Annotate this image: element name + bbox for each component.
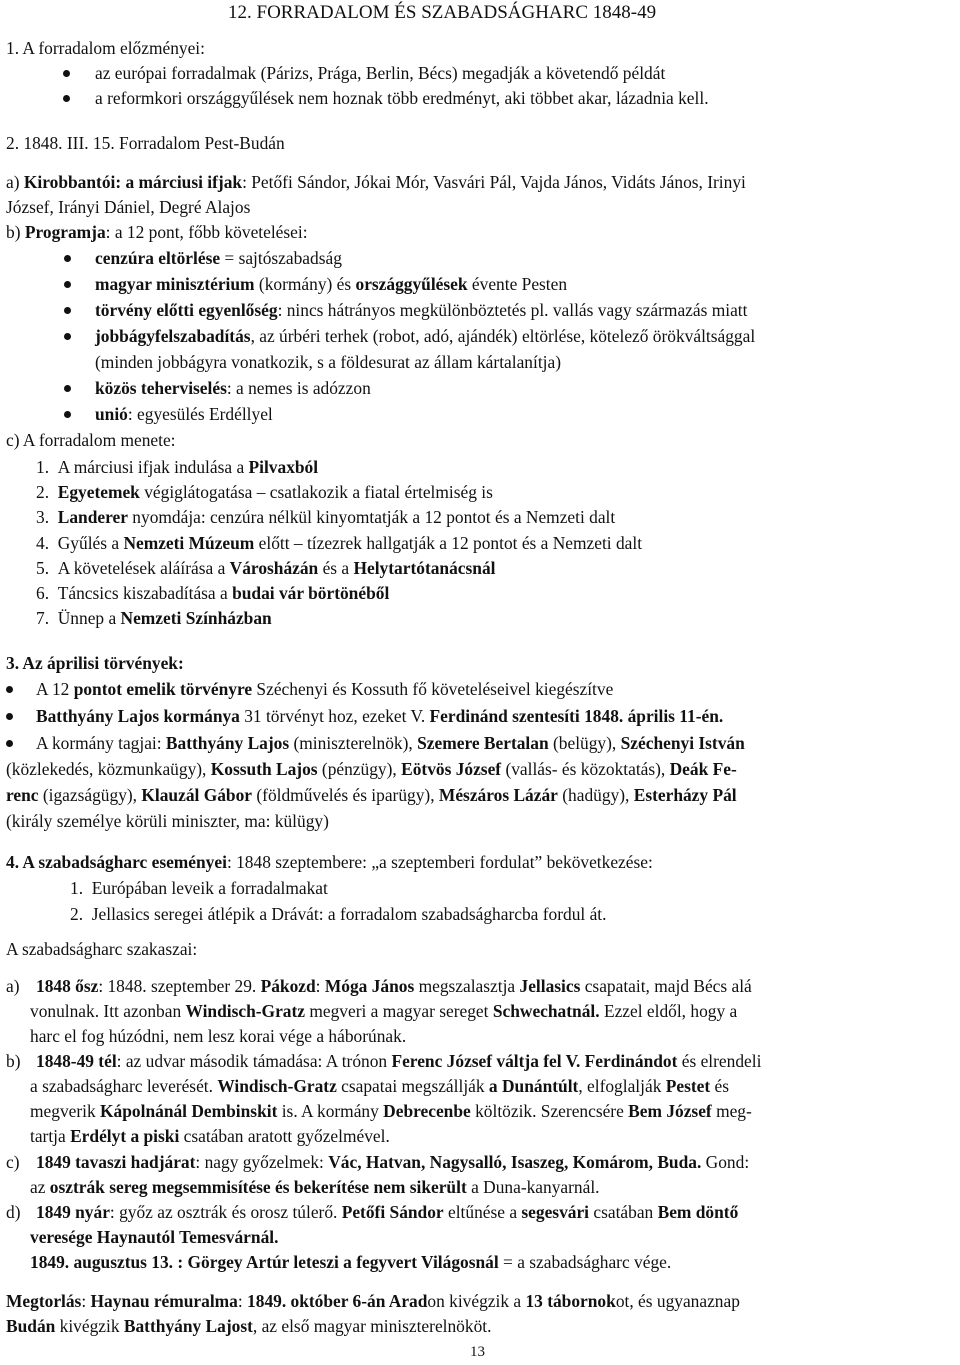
list-item-line (6, 757, 954, 782)
text: : 1848. szeptember 29. (98, 976, 261, 996)
paragraph-line (36, 1150, 954, 1175)
bold-text: 1849. október 6-án Arad (247, 1291, 428, 1311)
text: is. A kormány (277, 1101, 384, 1121)
bold-text: 13 tábornok (525, 1291, 616, 1311)
section-1-heading: 1. A forradalom előzményei: (6, 38, 205, 58)
bold-text: Schwechatnál. (492, 1001, 600, 1021)
bold-text: Megtorlás (6, 1291, 82, 1311)
text: A kormány tagjai: (36, 733, 166, 753)
ordered-list-item (70, 876, 954, 901)
text: , elfoglalják (578, 1076, 666, 1096)
text: megszalasztja (414, 976, 520, 996)
list-item (95, 272, 954, 297)
text: Ünnep a (57, 608, 121, 628)
text: Ezzel eldől, hogy a (599, 1001, 738, 1021)
item-number: 3. (36, 507, 50, 527)
bold-text: Landerer (57, 507, 128, 527)
list-item (95, 402, 954, 427)
text: : a nemes is adózzon (226, 378, 371, 398)
ordered-list-item (70, 902, 954, 927)
text: , az első magyar miniszterelnököt. (252, 1316, 492, 1336)
list-item (95, 324, 954, 349)
bullet-icon (64, 281, 71, 288)
bold-text: Vác, Hatvan, Nagysalló, Isaszeg, Komárom, Buda. (328, 1152, 702, 1172)
bullet-icon (64, 333, 71, 340)
text: csatában aratott győzelmével. (179, 1126, 390, 1146)
text: költözik. Szerencsére (470, 1101, 629, 1121)
bold-text: Városházán (229, 558, 319, 578)
bold-text: Szemere Bertalan (417, 733, 549, 753)
text: (vallás- és közoktatás), (501, 759, 670, 779)
paragraph-line (30, 1074, 954, 1099)
bold-text: Bem József (628, 1101, 712, 1121)
bold-text: 1848 ősz (36, 976, 99, 996)
item-label: b) (6, 1051, 21, 1071)
bold-text: Pestet (665, 1076, 711, 1096)
text: az (30, 1177, 50, 1197)
bold-text: Egyetemek (57, 482, 140, 502)
bold-text: Haynau rémuralma (90, 1291, 238, 1311)
bold-text: Windisch-Gratz (185, 1001, 305, 1021)
page-number: 13 (470, 1344, 485, 1360)
text: eltűnése a (443, 1202, 522, 1222)
text: : a 12 pont, főbb követelései: (105, 222, 308, 242)
text: A követelések aláírása a (57, 558, 230, 578)
bullet-icon (6, 686, 13, 693)
bold-text: Pákozd (260, 976, 316, 996)
bold-text: Ferenc József váltja fel V. Ferdinándot (391, 1051, 678, 1071)
paragraph-line (36, 1200, 954, 1225)
bold-text: Pilvaxból (248, 457, 319, 477)
item-label: a) (6, 172, 24, 192)
item-label: d) (6, 1202, 21, 1222)
bold-text: Ferdinánd szentesíti 1848. április 11-én. (429, 706, 724, 726)
list-item (95, 298, 954, 323)
ordered-list-item (36, 606, 954, 631)
list-item: az európai forradalmak (Párizs, Prága, Berlin, Bécs) megadják a követendő példát (95, 63, 666, 83)
item-number: 6. (36, 583, 50, 603)
bold-text: a Dunántúlt (488, 1076, 579, 1096)
bold-text: Nemzeti Múzeum (123, 533, 255, 553)
text: előtt – tízezrek hallgatják a 12 pontot és a Nemzeti dalt (254, 533, 643, 553)
text: : nagy győzelmek: (195, 1152, 329, 1172)
text: vonulnak. Itt azonban (30, 1001, 186, 1021)
bullet-icon (64, 255, 71, 262)
text: on kivégzik a (427, 1291, 526, 1311)
bold-text: 4. A szabadságharc eseményei (6, 852, 227, 872)
bullet-icon (6, 740, 13, 747)
paragraph-line (36, 1049, 954, 1074)
list-item-line2: (minden jobbágyra vonatkozik, s a földesurat az állam kártalanítja) (95, 352, 561, 372)
list-item (36, 704, 954, 729)
bold-text: pontot emelik törvényre (73, 679, 253, 699)
text: Gond: (701, 1152, 750, 1172)
text: a szabadságharc leverését. (30, 1076, 218, 1096)
paragraph-line: harc el fog húzódni, nem lesz korai vége a háborúnak. (30, 1026, 407, 1046)
item-number: 2. (70, 904, 84, 924)
ordered-list-item (36, 480, 954, 505)
text: (kormány) és (254, 274, 356, 294)
text: ot, és ugyanaznap (615, 1291, 740, 1311)
bold-text: unió (95, 404, 128, 424)
item-number: 4. (36, 533, 50, 553)
paragraph-a-line2: József, Irányi Dániel, Degré Alajos (6, 197, 251, 217)
list-item (36, 677, 954, 702)
item-label: c) (6, 430, 23, 450)
paragraph-line (30, 1099, 954, 1124)
list-item (95, 376, 954, 401)
bold-text: 1849 nyár (36, 1202, 110, 1222)
text: = sajtószabadság (220, 248, 342, 268)
text: és elrendeli (677, 1051, 762, 1071)
text: csapatait, majd Bécs alá (580, 976, 752, 996)
ordered-list-item (36, 505, 954, 530)
item-label: c) (6, 1152, 20, 1172)
bold-text: Budán (6, 1316, 56, 1336)
bold-text: törvény előtti egyenlőség (95, 300, 278, 320)
item-number: 2. (36, 482, 50, 502)
paragraph-line (30, 1225, 954, 1250)
text: 31 törvényt hoz, ezeket V. (239, 706, 430, 726)
bold-text: közös teherviselés (95, 378, 227, 398)
text: A márciusi ifjak indulása a (57, 457, 249, 477)
bold-text: Kirobbantói: a márciusi ifjak (23, 172, 243, 192)
text: A 12 (36, 679, 74, 699)
text: a Duna-kanyarnál. (466, 1177, 600, 1197)
bold-text: segesvári (521, 1202, 590, 1222)
text: : (170, 430, 176, 450)
ordered-list-item (36, 531, 954, 556)
bold-text: Batthyány Lajos (165, 733, 290, 753)
bold-text: Bem döntő (657, 1202, 739, 1222)
text: A forradalom menete (22, 430, 171, 450)
text: Gyűlés a (57, 533, 124, 553)
section-4-heading (6, 850, 954, 875)
bold-text: Debrecenbe (383, 1101, 471, 1121)
text: végiglátogatása – csatlakozik a fiatal értelmiség is (139, 482, 493, 502)
text: : 1848 szeptembere: „a szeptemberi fordulat” bekövetkezése: (226, 852, 653, 872)
bold-text: Helytartótanácsnál (353, 558, 496, 578)
item-label: b) (6, 222, 25, 242)
bold-text: Esterházy Pál (633, 785, 737, 805)
text: évente Pesten (467, 274, 568, 294)
paragraph-line (6, 1289, 954, 1314)
bullet-icon (6, 713, 13, 720)
text: megveri a magyar sereget (305, 1001, 493, 1021)
bold-text: veresége Haynautól Temesvárnál. (30, 1227, 279, 1247)
list-item-line (6, 783, 954, 808)
text: (belügy), (548, 733, 621, 753)
text: : nincs hátrányos megkülönböztetés pl. vallás vagy származás miatt (277, 300, 748, 320)
bold-text: osztrák sereg megsemmisítése és bekerítése nem sikerült (49, 1177, 467, 1197)
text: Jellasics seregei átlépik a Drávát: a forradalom szabadságharcba fordul át. (91, 904, 607, 924)
bold-text: Mészáros Lázár (438, 785, 558, 805)
bullet-icon (64, 307, 71, 314)
text: : Petőfi Sándor, Jókai Mór, Vasvári Pál, Vajda János, Vidáts János, Irinyi (242, 172, 746, 192)
list-item: a reformkori országgyűlések nem hoznak több eredményt, aki többet akar, lázadnia kell. (95, 88, 709, 108)
paragraph-line (30, 1124, 954, 1149)
item-number: 5. (36, 558, 50, 578)
list-item (95, 246, 954, 271)
bold-text: 1849 tavaszi hadjárat (36, 1152, 196, 1172)
bold-text: renc (6, 785, 39, 805)
item-number: 1. (70, 878, 84, 898)
bold-text: Kápolnánál Dembinskit (100, 1101, 278, 1121)
text: megverik (30, 1101, 101, 1121)
text: (miniszterelnök), (289, 733, 418, 753)
list-item-line: (király személye körüli miniszter, ma: külügy) (6, 811, 329, 831)
paragraph-a (6, 170, 954, 195)
bold-text: 1849. augusztus 13. : Görgey Artúr leteszi a fegyvert Világosnál (30, 1252, 499, 1272)
paragraph-line (30, 999, 954, 1024)
bold-text: Batthyány Lajost (123, 1316, 253, 1336)
text: : egyesülés Erdéllyel (127, 404, 273, 424)
text: : győz az osztrák és orosz túlerő. (109, 1202, 342, 1222)
text: : az udvar második támadása: A trónon (116, 1051, 392, 1071)
text: (közlekedés, közmunkaügy), (6, 759, 211, 779)
section-2-heading: 2. 1848. III. 15. Forradalom Pest-Budán (6, 133, 285, 153)
bullet-icon (63, 95, 70, 102)
text: Széchenyi és Kossuth fő követeléseivel kiegészítve (252, 679, 614, 699)
ordered-list-item (36, 581, 954, 606)
bold-text: cenzúra eltörlése (95, 248, 221, 268)
paragraph-b (6, 220, 954, 245)
paragraph-line (36, 974, 954, 999)
bold-text: Batthyány Lajos kormánya (36, 706, 240, 726)
bullet-icon (64, 385, 71, 392)
paragraph-c (6, 428, 954, 453)
bold-text: Eötvös József (401, 759, 502, 779)
text: kivégzik (55, 1316, 124, 1336)
section-3-heading: 3. Az áprilisi törvények: (6, 653, 184, 673)
item-label: a) (6, 976, 20, 996)
text: Európában leveik a forradalmakat (91, 878, 328, 898)
bold-text: Klauzál Gábor (141, 785, 253, 805)
bold-text: magyar minisztérium (95, 274, 255, 294)
text: (hadügy), (557, 785, 634, 805)
bold-text: Erdélyt a piski (70, 1126, 180, 1146)
text: (igazságügy), (38, 785, 142, 805)
text: (pénzügy), (317, 759, 402, 779)
bold-text: Nemzeti Színházban (120, 608, 272, 628)
text: csatában (589, 1202, 658, 1222)
paragraph-line (6, 1314, 954, 1339)
bold-text: Deák Fe- (669, 759, 737, 779)
bold-text: Kossuth Lajos (210, 759, 318, 779)
text: = a szabadságharc vége. (498, 1252, 672, 1272)
text: nyomdája: cenzúra nélkül kinyomtatják a 12 pontot és a Nemzeti dalt (127, 507, 616, 527)
text: : (81, 1291, 91, 1311)
bold-text: jobbágyfelszabadítás (95, 326, 251, 346)
bold-text: budai vár börtönéből (232, 583, 390, 603)
text: és a (318, 558, 354, 578)
ordered-list-item (36, 455, 954, 480)
bold-text: 1848-49 tél (36, 1051, 117, 1071)
text: : (237, 1291, 248, 1311)
bold-text: Programja (24, 222, 106, 242)
bold-text: Móga János (324, 976, 415, 996)
text: meg- (711, 1101, 752, 1121)
text: , az úrbéri terhek (robot, adó, ajándék) eltörlése, kötelező örökváltsággal (250, 326, 756, 346)
bold-text: Petőfi Sándor (341, 1202, 444, 1222)
list-item (36, 731, 954, 756)
paragraph-line (30, 1250, 954, 1275)
item-number: 1. (36, 457, 50, 477)
text: és (710, 1076, 729, 1096)
bullet-icon (63, 70, 70, 77)
bold-text: Jellasics (519, 976, 581, 996)
ordered-list-item (36, 556, 954, 581)
text: tartja (30, 1126, 71, 1146)
item-number: 7. (36, 608, 50, 628)
paragraph-line (30, 1175, 954, 1200)
text: csapatai megszállják (336, 1076, 489, 1096)
page-title: 12. FORRADALOM ÉS SZABADSÁGHARC 1848-49 (228, 2, 657, 23)
section-5-heading: A szabadságharc szakaszai: (6, 939, 198, 959)
bullet-icon (64, 411, 71, 418)
text: Táncsics kiszabadítása a (57, 583, 233, 603)
bold-text: Windisch-Gratz (217, 1076, 337, 1096)
text: (földművelés és iparügy), (252, 785, 439, 805)
bold-text: országgyűlések (355, 274, 468, 294)
bold-text: Széchenyi István (620, 733, 745, 753)
text: : (315, 976, 325, 996)
